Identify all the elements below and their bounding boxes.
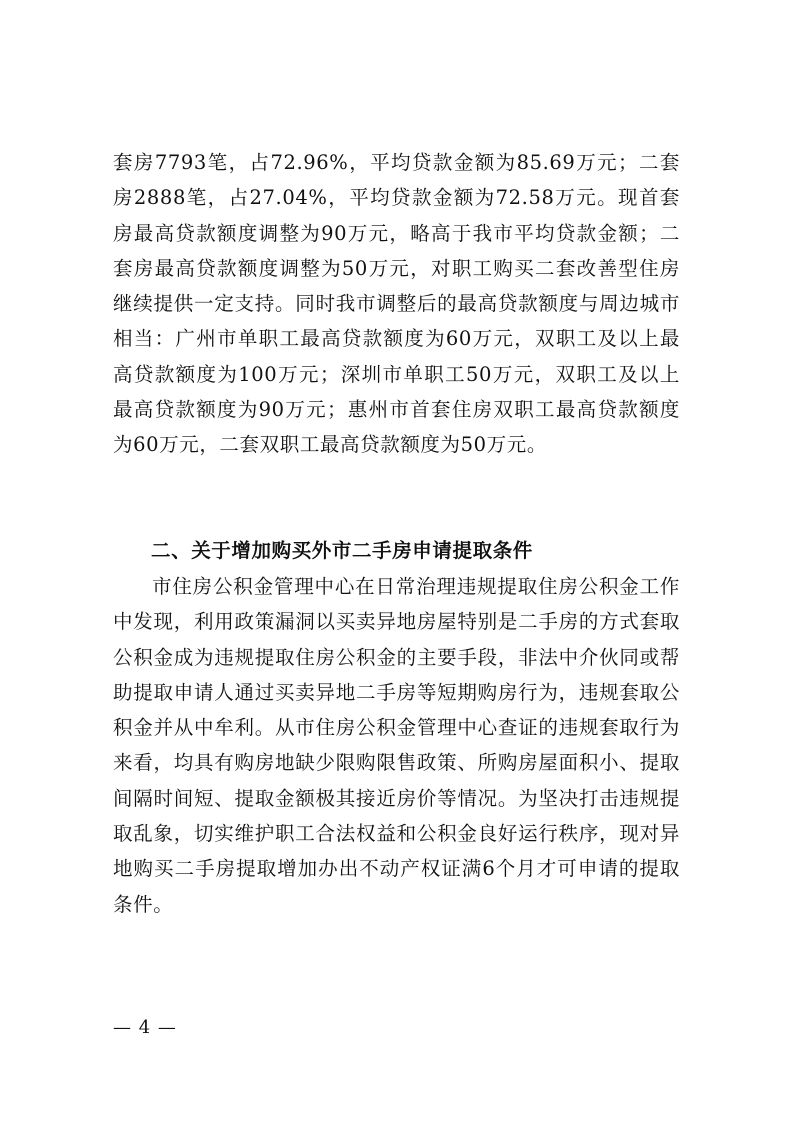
body-paragraph-1: 套房7793笔，占72.96%，平均贷款金额为85.69万元；二套房2888笔，占27.04%，平均贷款金额为72.58万元。现首套房最高贷款额度调整为90万元，略高于我市平均贷款金额；二套房最高贷款额度调整为50万元，对职工购买二套改善型住房继续提供一定支持。同时我市调整后的最高贷款额度与周边城市相当：广州市单职工最高贷款额度为60万元，双职工及以上最高贷款额度为100万元；深圳市单职工50万元，双职工及以上最高贷款额度为90万元；惠州市首套住房双职工最高贷款额度为60万元，二套双职工最高贷款额度为50万元。 — [113, 151, 680, 457]
page-number: — 4 — — [113, 1017, 177, 1038]
body-paragraph-2: 市住房公积金管理中心在日常治理违规提取住房公积金工作中发现，利用政策漏洞以买卖异地房屋特别是二手房的方式套取公积金成为违规提取住房公积金的主要手段，非法中介伙同或帮助提取申请人通过买卖异地二手房等短期购房行为，违规套取公积金并从中牟利。从市住房公积金管理中心查证的违规套取行为来看，均具有购房地缺少限购限售政策、所购房屋面积小、提取间隔时间短、提取金额极其接近房价等情况。为坚决打击违规提取乱象，切实维护职工合法权益和公积金良好运行秩序，现对异地购买二手房提取增加办出不动产权证满6个月才可申请的提取条件。 — [113, 575, 680, 916]
section-heading: 二、关于增加购买外市二手房申请提取条件 — [151, 539, 533, 562]
